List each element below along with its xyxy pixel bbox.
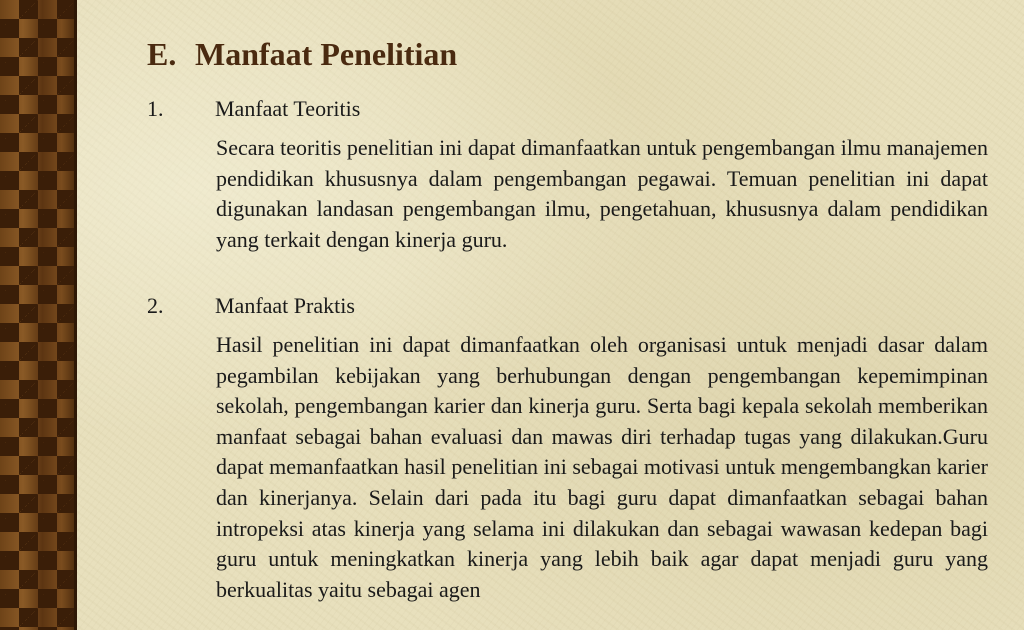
list-item-paragraph: Hasil penelitian ini dapat dimanfaatkan oleh organisasi untuk menjadi dasar dalam pegambilan kebijakan yang berhubungan dengan pengembangan kepemimpinan sekolah, pengembangan karier dan kinerja guru. Serta bagi kepala sekolah memberikan manfaat sebagai bahan evaluasi dan mawas diri terhadap tugas yang dilakukan.Guru dapat memanfaatkan hasil penelitian ini sebagai motivasi untuk mengembangkan karier dan kinerjanya. Selain dari pada itu bagi guru dapat dimanfaatkan sebagai bahan intropeksi atas kinerja yang selama ini dilakukan dan sebagai wawasan kedepan bagi guru untuk meningkatkan kinerja yang lebih baik agar dapat menjadi guru yang berkualitas yaitu sebagai agen [216,332,988,602]
section-title-text: Manfaat Penelitian [195,36,458,72]
list-item-number: 2. [147,293,164,318]
list-item-paragraph: Secara teoritis penelitian ini dapat dimanfaatkan untuk pengembangan ilmu manajemen pendidikan khususnya dalam pengembangan pegawai. Temuan penelitian ini dapat digunakan landasan pengembangan ilmu, pengetahuan, khususnya dalam pendidikan yang terkait dengan kinerja guru. [216,135,988,252]
list-item-heading-text: Manfaat Praktis [215,293,355,318]
list-item-heading [147,96,360,122]
list-item-heading [147,293,355,319]
slide-title [147,36,457,73]
list-item-heading-text: Manfaat Teoritis [215,96,361,121]
decorative-left-border [0,0,77,630]
list-item-number: 1. [147,96,164,121]
section-letter: E. [147,36,177,72]
